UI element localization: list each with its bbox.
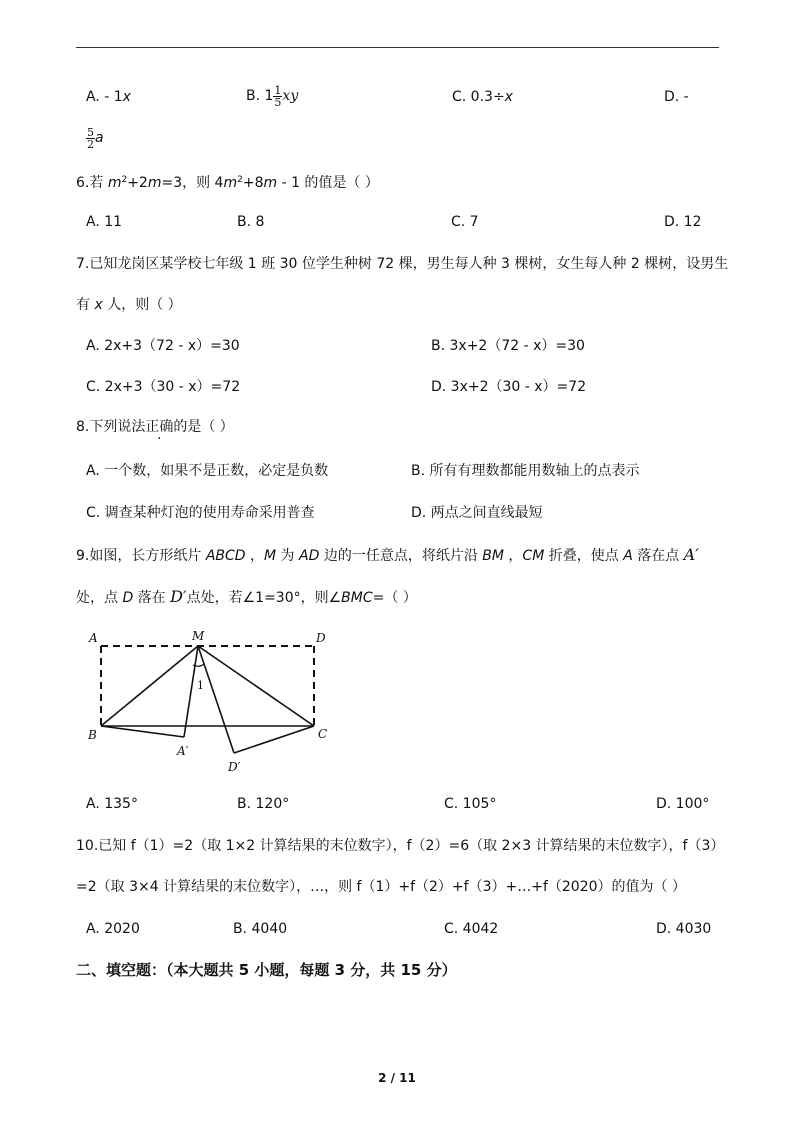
q9-option-b: B. 120° (237, 796, 290, 812)
q10-stem-line1: 10.已知 f（1）=2（取 1×2 计算结果的末位数字），f（2）=6（取 2×3 计算结果的末位数字），f（3） (76, 838, 725, 854)
q7-stem-line2: 有 x 人，则（ ） (76, 297, 182, 313)
q6-option-b: B. 8 (237, 214, 265, 230)
edge-ma-prime (184, 646, 198, 737)
emphasis-dots: 正确 (145, 419, 174, 435)
q6-stem: 6.若 $m^2+2m=3$，则 $4m^2+8m - 1$ 的值是（ ） (76, 175, 379, 191)
section-heading: 二、填空题：（本大题共 5 小题，每题 3 分，共 15 分） (76, 961, 457, 979)
q6-option-a: A. 11 (86, 214, 123, 230)
page-number: 2 / 11 (378, 1071, 416, 1085)
header-rule (76, 47, 719, 48)
q9-stem-line2: 处，点 D 落在 D′点处，若∠1=30°，则∠BMC=（ ） (76, 587, 417, 606)
q7-option-b: B. 3x+2（72 - x）=30 (431, 338, 585, 354)
q5-option-d-continued: $\frac{5}{2}$ a (87, 125, 104, 151)
label-angle-1: 1 (197, 679, 204, 692)
fold-bm (101, 646, 198, 726)
q8-option-d: D. 两点之间直线最短 (411, 505, 543, 521)
q6-option-c: C. 7 (451, 214, 479, 230)
edge-ba-prime (101, 726, 184, 737)
q10-option-b: B. 4040 (233, 921, 288, 937)
q6-option-d: D. 12 (664, 214, 702, 230)
q5-option-b: B. 1 $\frac{1}{5}$ xy (246, 83, 299, 109)
q5-option-d: D. - (664, 89, 689, 105)
q9-figure (80, 625, 340, 785)
edge-md-prime (198, 646, 234, 753)
q9-stem-line1: 9.如图，长方形纸片 ABCD ，M 为 AD 边的一任意点，将纸片沿 BM ，CM 折叠，使点 A 落在点 A′ (76, 545, 699, 564)
q9-option-c: C. 105° (444, 796, 497, 812)
edge-cd-prime (234, 726, 314, 753)
q9-option-d: D. 100° (656, 796, 710, 812)
q10-option-d: D. 4030 (656, 921, 712, 937)
q7-option-d: D. 3x+2（30 - x）=72 (431, 379, 587, 395)
q5-option-a: A. - 1x (86, 89, 131, 105)
label-d-prime: D′ (228, 760, 241, 774)
fold-cm (198, 646, 314, 726)
label-a-prime: A′ (177, 744, 189, 758)
q7-option-a: A. 2x+3（72 - x）=30 (86, 338, 240, 354)
q10-stem-line2: =2（取 3×4 计算结果的末位数字），…，则 f（1）+f（2）+f（3）+…+f（2020）的值为（ ） (76, 879, 686, 895)
q8-option-a: A. 一个数，如果不是正数，必定是负数 (86, 463, 329, 479)
q7-option-c: C. 2x+3（30 - x）=72 (86, 379, 241, 395)
q10-option-c: C. 4042 (444, 921, 499, 937)
q10-option-a: A. 2020 (86, 921, 140, 937)
q8-stem: 8.下列说法正确的是（ ） (76, 419, 234, 435)
q7-stem-line1: 7.已知龙岗区某学校七年级 1 班 30 位学生种树 72 棵，男生每人种 3 棵树，女生每人种 2 棵树，设男生 (76, 256, 729, 272)
label-b: B (88, 728, 97, 742)
q8-option-b: B. 所有有理数都能用数轴上的点表示 (411, 463, 640, 479)
label-c: C (318, 727, 328, 741)
q9-option-a: A. 135° (86, 796, 138, 812)
label-d: D (316, 631, 326, 645)
q5-option-c: C. 0.3÷x (452, 89, 513, 105)
label-m: M (192, 629, 205, 643)
label-a: A (89, 631, 98, 645)
q8-option-c: C. 调查某种灯泡的使用寿命采用普查 (86, 505, 315, 521)
